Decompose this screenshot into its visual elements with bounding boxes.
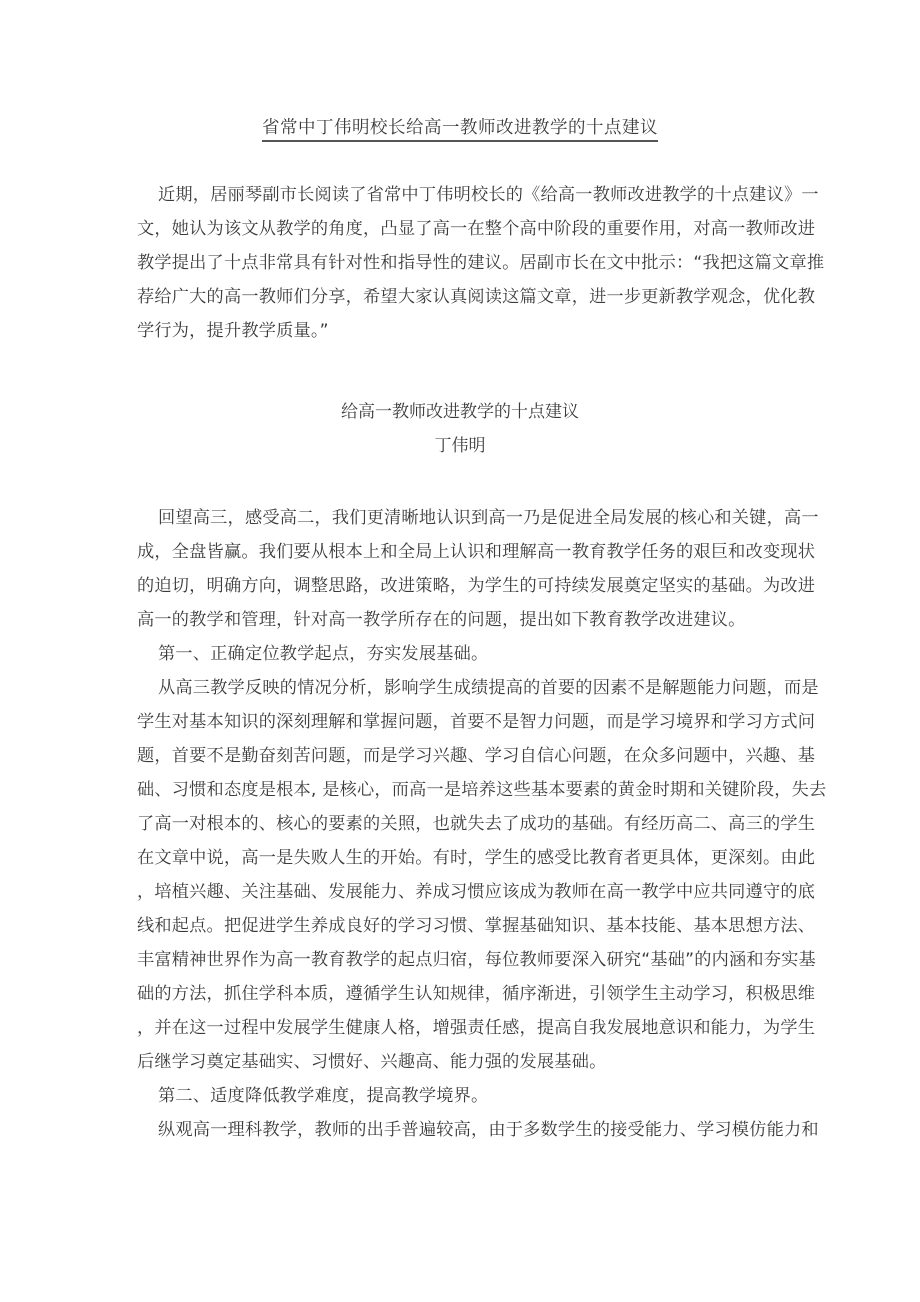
section-heading-1: 第一、正确定位教学起点，夯实发展基础。 [158,644,489,664]
body-line: 了高一对根本的、核心的要素的关照，也就失去了成功的基础。有经历高二、高三的学生 [137,814,816,834]
article-subtitle: 给高一教师改进教学的十点建议 [341,402,579,422]
intro-line: 近期，居丽琴副市长阅读了省常中丁伟明校长的《给高一教师改进教学的十点建议》一 [158,185,819,205]
body-line: 在文章中说，高一是失败人生的开始。有时，学生的感受比教育者更具体，更深刻。由此 [137,848,816,868]
title-text: 省常中丁伟明校长给高一教师改进教学的十点建议 [262,118,658,142]
body-line: 成，全盘皆赢。我们要从根本上和全局上认识和理解高一教育教学任务的艰巨和改变现状 [137,542,816,562]
body-line: ，培植兴趣、关注基础、发展能力、养成习惯应该成为教师在高一教学中应共同遵守的底 [137,882,816,902]
body-line: ，并在这一过程中发展学生健康人格，增强责任感，提高自我发展地意识和能力，为学生 [137,1018,816,1038]
article-author: 丁伟明 [434,436,486,456]
intro-line: 荐给广大的高一教师们分享，希望大家认真阅读这篇文章，进一步更新教学观念，优化教 [137,287,816,307]
body-line: 从高三教学反映的情况分析，影响学生成绩提高的首要的因素不是解题能力问题，而是 [158,678,819,698]
body-line: 回望高三，感受高二，我们更清晰地认识到高一乃是促进全局发展的核心和关键，高一 [158,508,819,528]
intro-line: 学行为，提升教学质量。” [137,321,329,341]
section-heading-2: 第二、适度降低教学难度，提高教学境界。 [158,1086,489,1106]
body-line: 学生对基本知识的深刻理解和掌握问题，首要不是智力问题，而是学习境界和学习方式问 [137,712,816,732]
intro-line: 教学提出了十点非常具有针对性和指导性的建议。居副市长在文中批示：“我把这篇文章推 [137,253,825,273]
body-line: 后继学习奠定基础实、习惯好、兴趣高、能力强的发展基础。 [137,1052,607,1072]
body-line: 高一的教学和管理，针对高一教学所存在的问题，提出如下教育教学改进建议。 [137,610,746,630]
body-line: 线和起点。把促进学生养成良好的学习习惯、掌握基础知识、基本技能、基本思想方法、 [137,916,816,936]
body-line: 纵观高一理科教学，教师的出手普遍较高，由于多数学生的接受能力、学习模仿能力和 [158,1120,819,1140]
body-line: 丰富精神世界作为高一教育教学的起点归宿，每位教师要深入研究“基础”的内涵和夯实基 [137,950,816,970]
body-line: 础、习惯和态度是根本, 是核心，而高一是培养这些基本要素的黄金时期和关键阶段，失去 [137,780,827,800]
body-line: 础的方法，抓住学科本质，遵循学生认知规律，循序渐进，引领学生主动学习，积极思维 [137,984,816,1004]
body-line: 题，首要不是勤奋刻苦问题，而是学习兴趣、学习自信心问题，在众多问题中，兴趣、基 [137,746,816,766]
document-title [0,114,920,139]
intro-line: 文，她认为该文从教学的角度，凸显了高一在整个高中阶段的重要作用，对高一教师改进 [137,219,816,239]
body-line: 的迫切，明确方向，调整思路，改进策略，为学生的可持续发展奠定坚实的基础。为改进 [137,576,816,596]
